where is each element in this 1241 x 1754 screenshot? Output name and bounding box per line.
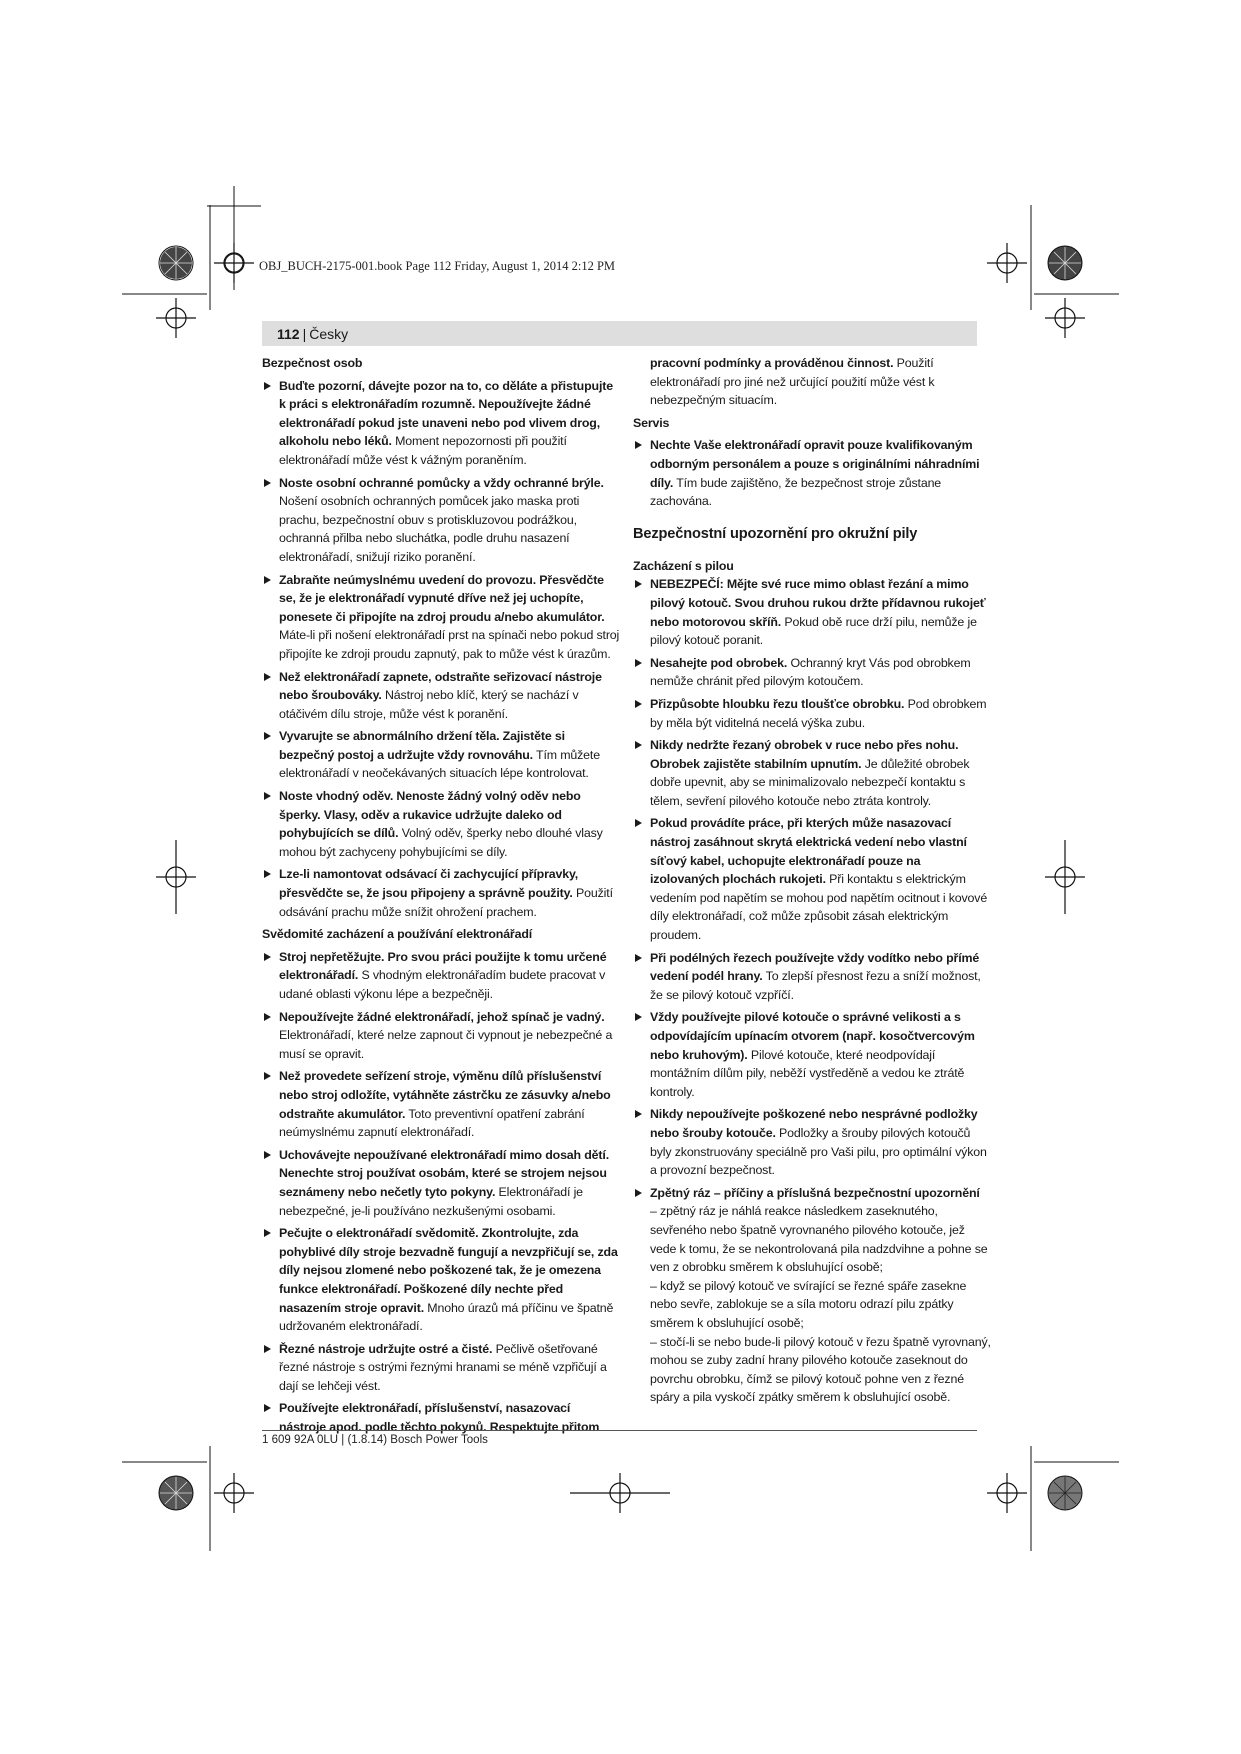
list-item: Stroj nepřetěžujte. Pro svou práci použijte k tomu určené elektronářadí. S vhodným elektronářadím budete pracovat v udané oblasti výkonu lépe a bezpečněji. [262,948,620,1004]
list-item: Než provedete seřízení stroje, výměnu dílů příslušenství nebo stroj odložíte, vytáhněte zástrčku ze zásuvky a/nebo odstraňte akumulátor. Toto preventivní opatření zabrání neúmyslnému zapnutí elektronářadí. [262,1067,620,1141]
page-footer: 1 609 92A 0LU | (1.8.14) Bosch Power Tools [262,1434,488,1446]
list-item: NEBEZPEČÍ: Mějte své ruce mimo oblast řezání a mimo pilový kotouč. Svou druhou rukou držte přídavnou rukojeť nebo motorovou skříň. Pokud obě ruce drží pilu, nemůže je pilový kotouč poranit. [633,575,991,649]
list-item: Při podélných řezech používejte vždy vodítko nebo přímé vedení podél hrany. To zlepší přesnost řezu a sníží možnost, že se pilový kotouč vzpříčí. [633,949,991,1005]
section-title-saw-handling: Zacházení s pilou [633,558,734,573]
left-column [262,354,620,1437]
list-item: Noste osobní ochranné pomůcky a vždy ochranné brýle. Nošení osobních ochranných pomůcek jako maska proti prachu, bezpečnostní obuv s protiskluzovou podrážkou, ochranná přilba nebo sluchátka, podle druhu nasazení elektronářadí, snižují riziko poranění. [262,474,620,567]
crosshair-target-icon [1045,298,1085,338]
list-item: Nechte Vaše elektronářadí opravit pouze kvalifikovaným odborným personálem a pouze s originálními náhradními díly. Tím bude zajištěno, že bezpečnost stroje zůstane zachována. [633,436,991,510]
page-number: 112 [277,325,300,342]
kickback-line: – stočí-li se nebo bude-li pilový kotouč v řezu špatně vyrovnaný, mohou se zuby zadní hrany pilového kotouče zaseknout do povrchu obrobku, čímž se pilový kotouč pohne ven z řezné spáry a pila vyskočí zpátky směrem k obsluhující osobě. [650,1334,991,1405]
section-title-personal-safety: Bezpečnost osob [262,356,363,370]
crosshair-target-icon [156,840,196,914]
list-item: Než elektronářadí zapnete, odstraňte seřizovací nástroje nebo šroubováky. Nástroj nebo klíč, který se nachází v otáčivém dílu stroje, může vést k poranění. [262,668,620,724]
star-target-icon [159,246,193,280]
crosshair-target-icon [987,1473,1027,1513]
list-item: Nikdy nedržte řezaný obrobek v ruce nebo přes nohu. Obrobek zajistěte stabilním upnutím. Je důležité obrobek dobře upevnit, aby se minimalizovalo nebezpečí kontaktu s tělem, sevření pilového kotouče nebo ztráta kontroly. [633,736,991,810]
crosshair-target-icon [214,1473,254,1513]
list-item: Vždy používejte pilové kotouče o správné velikosti a s odpovídajícím upínacím otvorem (např. kosočtvercovým nebo kruhovým). Pilové kotouče, které neodpovídají montážním dílům pily, neběží vystředěně a vedou ke ztrátě kontroly. [633,1008,991,1101]
header-language: Česky [309,325,349,342]
personal-safety-list [262,377,620,922]
page-header [262,321,977,346]
list-item: Řezné nástroje udržujte ostré a čisté. Pečlivě ošetřované řezné nástroje s ostrými řeznými hranami se méně vzpřičují a dají se lehčeji vést. [262,1340,620,1396]
kickback-item [633,1184,991,1407]
continued-paragraph: pracovní podmínky a prováděnou činnost. Použití elektronářadí pro jiné než určující použití může vést k nebezpečným situacím. [650,356,935,408]
list-item: Pokud provádíte práce, při kterých může nasazovací nástroj zasáhnout skrytá elektrická vedení nebo vlastní síťový kabel, uchopujte elektronářadí pouze na izolovaných plochách rukojeti. Při kontaktu s elektrickým vedením pod napětím se mohou pod napětím ocitnout i kovové díly elektronářadí, což může způsobit zásah elektrickým proudem. [633,814,991,944]
tool-use-list [262,948,620,1437]
kickback-line: – když se pilový kotouč ve svírající se řezné spáře zasekne nebo sevře, zablokuje se a síla motoru odrazí pilu zpátky směrem k obsluhující osobě; [650,1278,967,1330]
saw-handling-list [633,575,991,1407]
header-separator: | [302,325,307,342]
star-target-icon [1048,246,1082,280]
section-title-tool-use: Svědomité zacházení a používání elektronářadí [262,927,533,942]
kickback-line: – zpětný ráz je náhlá reakce následkem zaseknutého, sevřeného nebo špatně vyrovnaného pilového kotouče, jež vede k tomu, že se nekontrolovaná pila nadzdvihne a pohne se ven z obrobku směrem k obsluhující osobě; [650,1204,988,1275]
list-item: Přizpůsobte hloubku řezu tloušťce obrobku. Pod obrobkem by měla být viditelná necelá výška zubu. [633,695,991,732]
footer-rule [262,1430,977,1431]
list-item: Používejte elektronářadí, příslušenství, nasazovací nástroje apod. podle těchto pokynů. Respektujte přitom [262,1399,620,1436]
section-title-circular-saw: Bezpečnostní upozornění pro okružní pily [633,525,918,542]
crosshair-target-icon [987,243,1027,283]
list-item: Nesahejte pod obrobek. Ochranný kryt Vás pod obrobkem nemůže chránit před pilovým kotoučem. [633,654,991,691]
star-target-icon [159,1476,193,1510]
section-title-service: Servis [633,415,670,430]
list-item: Nepoužívejte žádné elektronářadí, jehož spínač je vadný. Elektronářadí, které nelze zapnout či vypnout je nebezpečné a musí se opravit. [262,1008,620,1064]
list-item: Nikdy nepoužívejte poškozené nebo nesprávné podložky nebo šrouby kotouče. Podložky a šrouby pilových kotoučů byly zkonstruovány speciálně pro Vaši pilu, pro optimální výkon a provozní bezpečnost. [633,1105,991,1179]
list-item: Buďte pozorní, dávejte pozor na to, co děláte a přistupujte k práci s elektronářadím rozumně. Nepoužívejte žádné elektronářadí pokud jste unaveni nebo pod vlivem drog, alkoholu nebo léků. Moment nepozornosti při použití elektronářadí může vést k vážným poraněním. [262,377,620,470]
list-item: Noste vhodný oděv. Nenoste žádný volný oděv nebo šperky. Vlasy, oděv a rukavice udržujte daleko od pohybujících se dílů. Volný oděv, šperky nebo dlouhé vlasy mohou být zachyceny pohybujícími se díly. [262,787,620,861]
right-column [633,354,991,1407]
star-target-icon [1048,1476,1082,1510]
print-info-line: OBJ_BUCH-2175-001.book Page 112 Friday, August 1, 2014 2:12 PM [259,259,616,273]
list-item: Uchovávejte nepoužívané elektronářadí mimo dosah dětí. Nenechte stroj používat osobám, které se strojem nejsou seznámeny nebo nečetly tyto pokyny. Elektronářadí je nebezpečné, je-li používáno nezkušenými osobami. [262,1146,620,1220]
list-item: Zabraňte neúmyslnému uvedení do provozu. Přesvědčte se, že je elektronářadí vypnuté dříve než jej uchopíte, ponesete či připojíte na zdroj proudu a/nebo akumulátor. Máte-li při nošení elektronářadí prst na spínači nebo pokud stroj připojíte ke zdroji proudu zapnutý, pak to může vést k úrazům. [262,571,620,664]
crosshair-target-icon [156,298,196,338]
list-item: Lze-li namontovat odsávací či zachycující přípravky, přesvědčte se, že jsou připojeny a správně použity. Použití odsávání prachu může snížit ohrožení prachem. [262,865,620,921]
list-item: Vyvarujte se abnormálního držení těla. Zajistěte si bezpečný postoj a udržujte vždy rovnováhu. Tím můžete elektronářadí v neočekávaných situacích lépe kontrolovat. [262,727,620,783]
list-item: Pečujte o elektronářadí svědomitě. Zkontrolujte, zda pohyblivé díly stroje bezvadně fungují a nevzpřičují se, zda díly nejsou zlomené nebo poškozené tak, že je omezena funkce elektronářadí. Poškozené díly nechte před nasazením stroje opravit. Mnoho úrazů má příčinu ve špatně udržovaném elektronářadí. [262,1224,620,1336]
crosshair-target-icon [214,243,254,283]
kickback-title: Zpětný ráz – příčiny a příslušná bezpečnostní upozornění [650,1185,980,1200]
crosshair-target-icon [1045,840,1085,914]
crosshair-target-icon [570,1473,670,1513]
